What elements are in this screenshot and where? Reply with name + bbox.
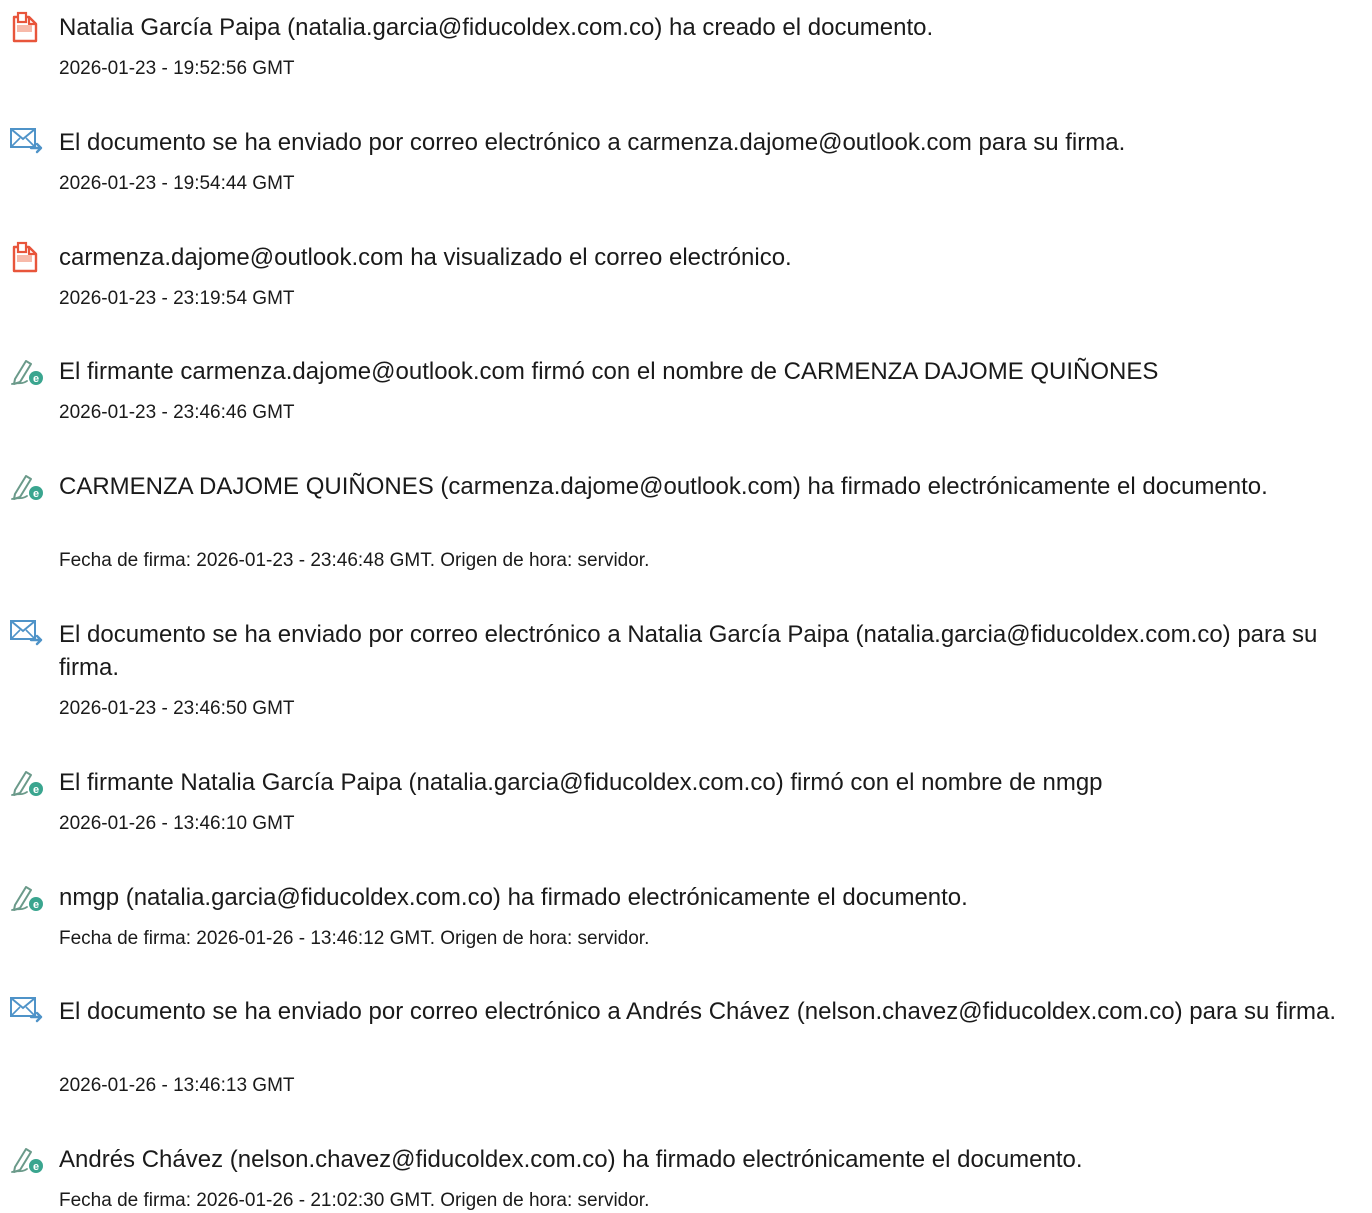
e-signature-icon xyxy=(9,355,45,387)
event-timestamp: Fecha de firma: 2026-01-26 - 13:46:12 GMT. Origen de hora: servidor. xyxy=(59,928,650,949)
e-signature-icon xyxy=(9,470,45,502)
event-timestamp: 2026-01-23 - 19:52:56 GMT xyxy=(59,58,295,79)
email-sent-icon xyxy=(9,995,45,1027)
event-description: El documento se ha enviado por correo electrónico a carmenza.dajome@outlook.com para su firma. xyxy=(59,129,1126,156)
event-timestamp: 2026-01-23 - 19:54:44 GMT xyxy=(59,173,295,194)
e-signature-icon xyxy=(9,766,45,798)
event-description: El documento se ha enviado por correo electrónico a Natalia García Paipa (natalia.garcia@fiducoldex.com.co) para su firma. xyxy=(59,621,1318,681)
event-description: CARMENZA DAJOME QUIÑONES (carmenza.dajome@outlook.com) ha firmado electrónicamente el documento. xyxy=(59,473,1268,500)
e-signature-icon xyxy=(9,1143,45,1175)
svg-text:e: e xyxy=(32,488,40,500)
event-timestamp: Fecha de firma: 2026-01-23 - 23:46:48 GMT. Origen de hora: servidor. xyxy=(59,550,650,571)
event-timestamp: 2026-01-23 - 23:46:50 GMT xyxy=(59,698,295,719)
document-created-icon xyxy=(9,11,45,43)
event-timestamp: 2026-01-26 - 13:46:13 GMT xyxy=(59,1075,295,1096)
svg-text:e: e xyxy=(32,899,40,911)
svg-text:e: e xyxy=(32,373,40,385)
e-signature-icon xyxy=(9,881,45,913)
event-description: El firmante carmenza.dajome@outlook.com firmó con el nombre de CARMENZA DAJOME QUIÑONES xyxy=(59,358,1159,385)
document-viewed-icon xyxy=(9,241,45,273)
event-timestamp: 2026-01-23 - 23:19:54 GMT xyxy=(59,288,295,309)
event-description: Natalia García Paipa (natalia.garcia@fiducoldex.com.co) ha creado el documento. xyxy=(59,14,934,41)
svg-text:e: e xyxy=(32,1161,40,1173)
event-description: El firmante Natalia García Paipa (natalia.garcia@fiducoldex.com.co) firmó con el nombre de nmgp xyxy=(59,769,1103,796)
event-description: Andrés Chávez (nelson.chavez@fiducoldex.com.co) ha firmado electrónicamente el documento. xyxy=(59,1146,1083,1173)
event-description: carmenza.dajome@outlook.com ha visualizado el correo electrónico. xyxy=(59,244,792,271)
event-timestamp: 2026-01-23 - 23:46:46 GMT xyxy=(59,402,295,423)
event-description: nmgp (natalia.garcia@fiducoldex.com.co) ha firmado electrónicamente el documento. xyxy=(59,884,968,911)
svg-text:e: e xyxy=(32,784,40,796)
email-sent-icon xyxy=(9,618,45,650)
event-description: El documento se ha enviado por correo electrónico a Andrés Chávez (nelson.chavez@fiducoldex.com.co) para su firma. xyxy=(59,998,1337,1025)
event-timestamp: Fecha de firma: 2026-01-26 - 21:02:30 GMT. Origen de hora: servidor. xyxy=(59,1190,650,1211)
event-timestamp: 2026-01-26 - 13:46:10 GMT xyxy=(59,813,295,834)
email-sent-icon xyxy=(9,126,45,158)
